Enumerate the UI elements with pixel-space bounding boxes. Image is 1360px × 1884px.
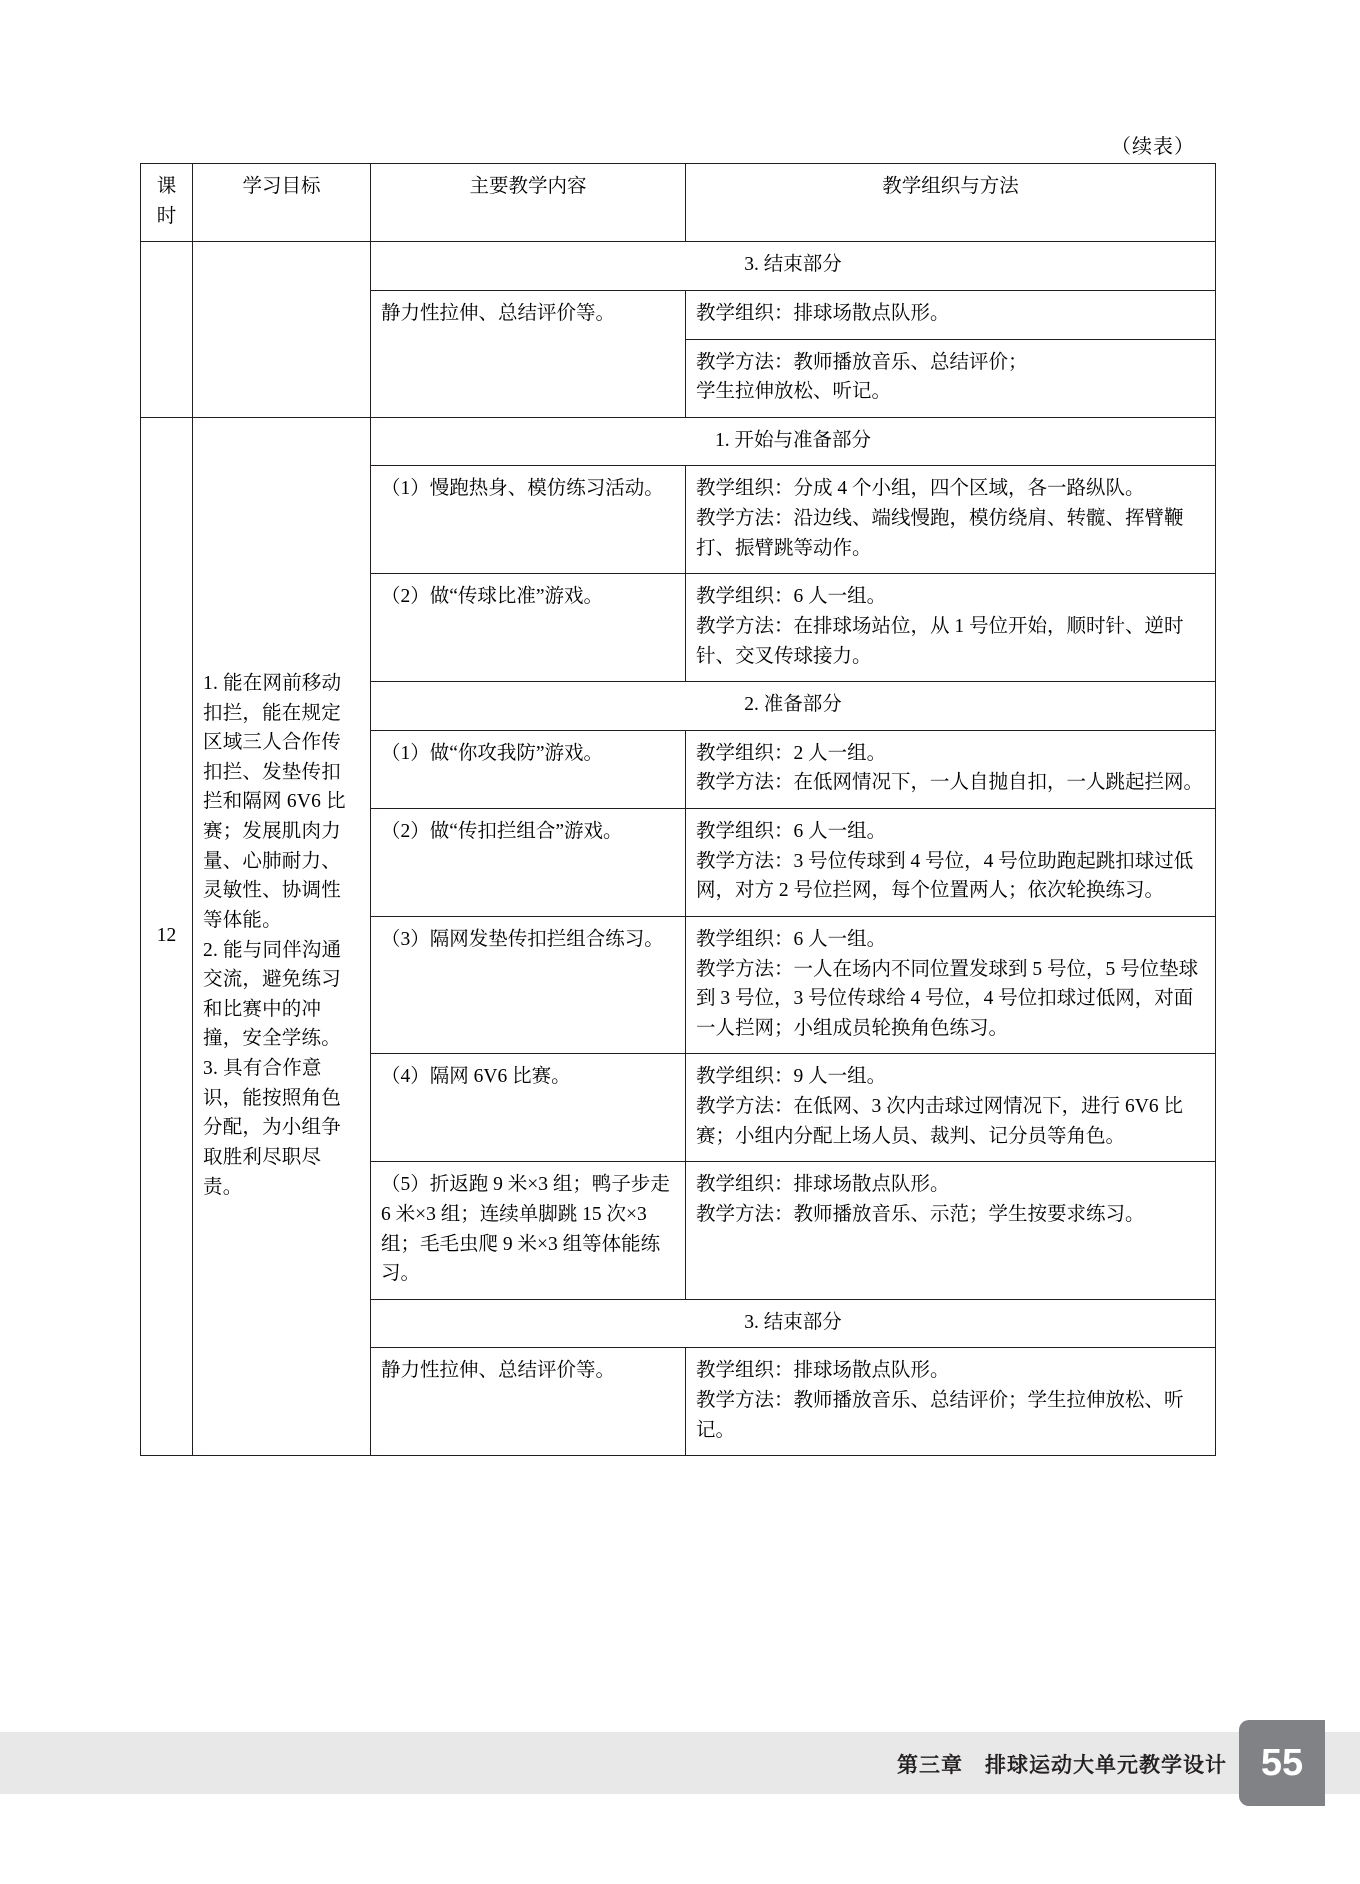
content-cell: （4）隔网 6V6 比赛。: [371, 1054, 686, 1162]
section-title-closing: 3. 结束部分: [371, 242, 1216, 291]
content-cell: （3）隔网发垫传扣拦组合练习。: [371, 916, 686, 1054]
content-cell: （2）做“传扣拦组合”游戏。: [371, 809, 686, 917]
continuation-label: （续表）: [1111, 136, 1195, 158]
method-cell: 教学组织：9 人一组。 教学方法：在低网、3 次内击球过网情况下，进行 6V6 比赛；小组内分配上场人员、裁判、记分员等角色。: [686, 1054, 1216, 1162]
content-cell: （2）做“传球比准”游戏。: [371, 574, 686, 682]
content-cell: （1）慢跑热身、模仿练习活动。: [371, 466, 686, 574]
method-cell: 教学组织：排球场散点队形。 教学方法：教师播放音乐、示范；学生按要求练习。: [686, 1162, 1216, 1300]
section-title-closing-2: 3. 结束部分: [371, 1299, 1216, 1348]
method-cell: 教学组织：分成 4 个小组，四个区域，各一路纵队。 教学方法：沿边线、端线慢跑，模仿绕肩、转髋、挥臂鞭打、振臂跳等动作。: [686, 466, 1216, 574]
objectives-cell-empty: [193, 242, 371, 418]
content-cell: 静力性拉伸、总结评价等。: [371, 1348, 686, 1456]
method-cell: 教学组织：2 人一组。 教学方法：在低网情况下，一人自抛自扣，一人跳起拦网。: [686, 730, 1216, 808]
content-cell: （5）折返跑 9 米×3 组；鸭子步走 6 米×3 组；连续单脚跳 15 次×3 组；毛毛虫爬 9 米×3 组等体能练习。: [371, 1162, 686, 1300]
section-title-warmup: 1. 开始与准备部分: [371, 417, 1216, 466]
objective-3: 3. 具有合作意识，能按照角色分配，为小组争取胜利尽职尽责。: [203, 1058, 341, 1198]
method-line2: 教学方法：教师播放音乐、总结评价；: [696, 351, 1028, 373]
period-cell-empty: [141, 242, 193, 418]
period-cell: 12: [141, 417, 193, 1456]
table-row: [141, 417, 1216, 466]
table-row: [141, 242, 1216, 291]
header-method: 教学组织与方法: [686, 164, 1216, 242]
objectives-cell: [193, 417, 371, 1456]
page-number: 55: [1239, 1720, 1325, 1806]
objective-2: 2. 能与同伴沟通交流，避免练习和比赛中的冲撞，安全学练。: [203, 939, 342, 1050]
method-cell: 教学组织：6 人一组。 教学方法：3 号位传球到 4 号位，4 号位助跑起跳扣球过低网，对方 2 号位拦网，每个位置两人；依次轮换练习。: [686, 809, 1216, 917]
header-period: 课时: [141, 164, 193, 242]
method-line3: 学生拉伸放松、听记。: [696, 381, 892, 403]
method-cell: 教学组织：6 人一组。 教学方法：在排球场站位，从 1 号位开始，顺时针、逆时针、交叉传球接力。: [686, 574, 1216, 682]
method-cell-rest: [686, 339, 1216, 417]
method-cell: 教学组织：6 人一组。 教学方法：一人在场内不同位置发球到 5 号位，5 号位垫球到 3 号位，3 号位传球给 4 号位，4 号位扣球过低网，对面一人拦网；小组成员轮换角色练习。: [686, 916, 1216, 1054]
table-header-row: [141, 164, 1216, 242]
header-objectives: 学习目标: [193, 164, 371, 242]
header-content: 主要教学内容: [371, 164, 686, 242]
content-cell: （1）做“你攻我防”游戏。: [371, 730, 686, 808]
method-cell-line1: 教学组织：排球场散点队形。: [686, 290, 1216, 339]
method-cell: 教学组织：排球场散点队形。 教学方法：教师播放音乐、总结评价；学生拉伸放松、听记。: [686, 1348, 1216, 1456]
section-title-preparation: 2. 准备部分: [371, 682, 1216, 731]
footer-chapter-title: 第三章 排球运动大单元教学设计: [897, 1754, 1227, 1777]
lesson-plan-table: [140, 163, 1216, 1456]
objective-1: 1. 能在网前移动扣拦，能在规定区域三人合作传扣拦、发垫传扣拦和隔网 6V6 比赛；发展肌肉力量、心肺耐力、灵敏性、协调性等体能。: [203, 672, 346, 931]
content-cell: 静力性拉伸、总结评价等。: [371, 290, 686, 417]
